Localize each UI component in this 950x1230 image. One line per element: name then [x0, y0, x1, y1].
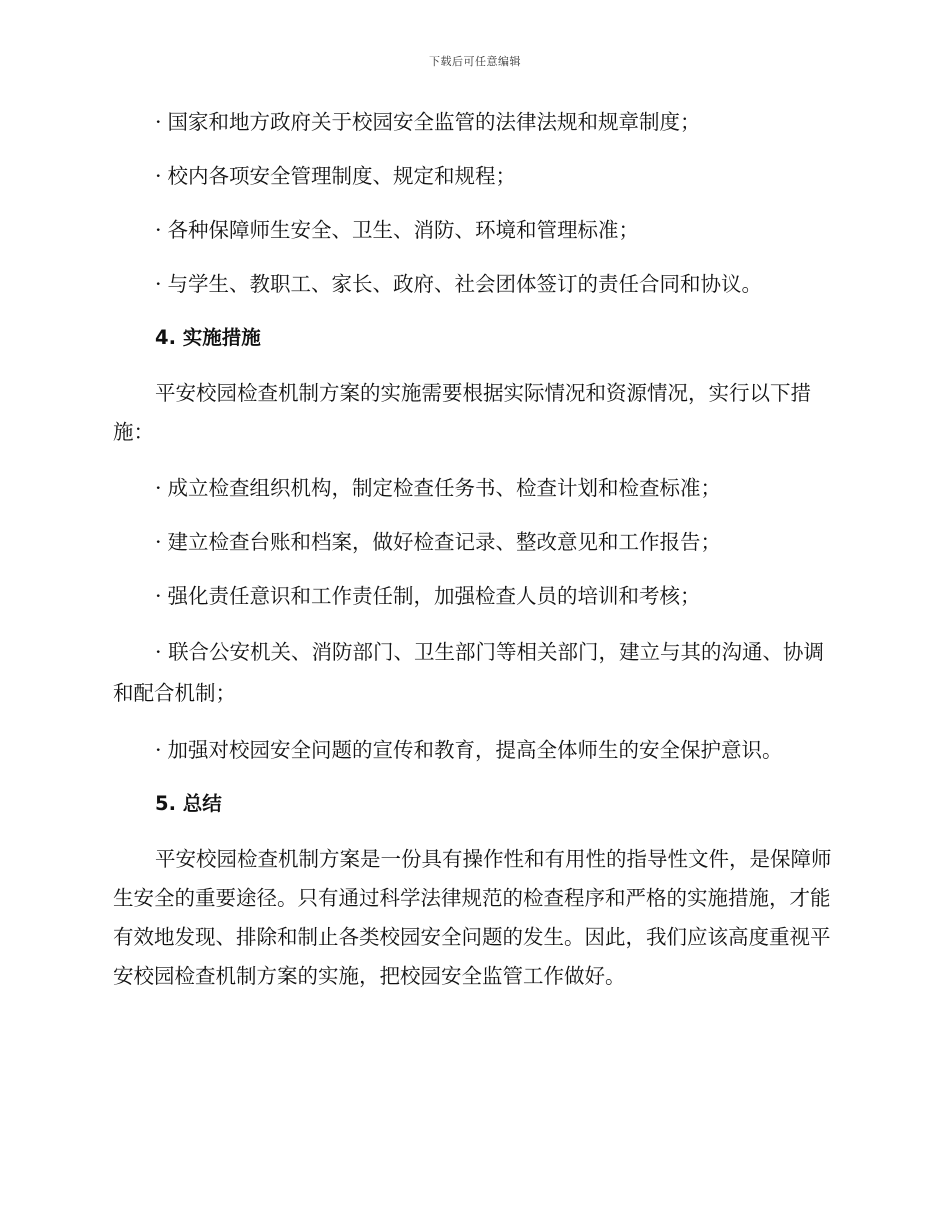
list-item [113, 158, 833, 194]
list-item-text: 建立检查台账和档案，做好检查记录、整改意见和工作报告； [167, 530, 722, 554]
section-4-intro: 平安校园检查机制方案的实施需要根据实际情况和资源情况，实行以下措施： [113, 381, 811, 444]
bullet-dot: · [155, 584, 162, 608]
page-header: 下载后可任意编辑 [429, 55, 521, 68]
list-item-text: 校内各项安全管理制度、规定和规程； [167, 164, 517, 188]
list-item-text: 加强对校园安全问题的宣传和教育，提高全体师生的安全保护意识。 [167, 738, 783, 762]
list-item [113, 104, 833, 140]
list-item [113, 266, 833, 302]
list-item-text: 联合公安机关、消防部门、卫生部门等相关部门，建立与其的沟通、协调和配合机制； [113, 640, 825, 705]
document-body [113, 104, 833, 1014]
bullet-dot: · [155, 218, 162, 242]
bullet-dot: · [155, 164, 162, 188]
list-item [113, 524, 833, 560]
bullet-dot: · [155, 640, 162, 664]
list-item-text: 国家和地方政府关于校园安全监管的法律法规和规章制度； [167, 110, 701, 134]
section-5-body: 平安校园检查机制方案是一份具有操作性和有用性的指导性文件，是保障师生安全的重要途径。只有通过科学法律规范的检查程序和严格的实施措施，才能有效地发现、排除和制止各类校园安全问题的发生。因此，我们应该高度重视平安校园检查机制方案的实施，把校园安全监管工作做好。 [113, 847, 832, 988]
list-item [113, 732, 833, 768]
list-item-text: 与学生、教职工、家长、政府、社会团体签订的责任合同和协议。 [167, 272, 763, 296]
bullet-dot: · [155, 530, 162, 554]
list-item [113, 212, 833, 248]
list-item [113, 632, 833, 714]
section-heading-5: 5. 总结 [155, 792, 222, 815]
list-item [113, 470, 833, 506]
bullet-dot: · [155, 110, 162, 134]
bullet-dot: · [155, 272, 162, 296]
bullet-dot: · [155, 738, 162, 762]
list-item-text: 各种保障师生安全、卫生、消防、环境和管理标准； [167, 218, 640, 242]
bullet-dot: · [155, 476, 162, 500]
list-item-text: 成立检查组织机构，制定检查任务书、检查计划和检查标准； [167, 476, 722, 500]
list-item-text: 强化责任意识和工作责任制，加强检查人员的培训和考核； [167, 584, 701, 608]
list-item [113, 578, 833, 614]
section-heading-4: 4. 实施措施 [155, 326, 261, 349]
